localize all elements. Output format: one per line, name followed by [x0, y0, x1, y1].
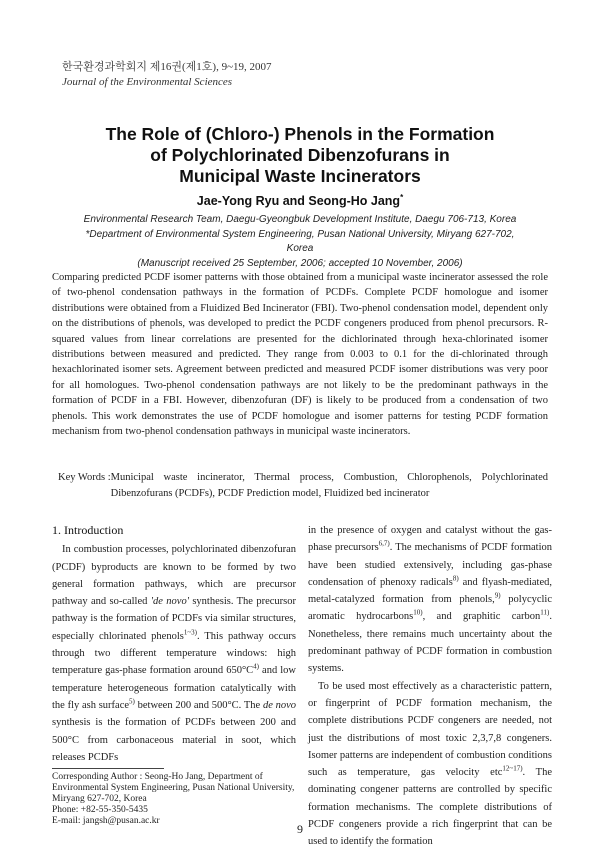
author-names: Jae-Yong Ryu and Seong-Ho Jang	[196, 194, 401, 208]
paper-title	[60, 124, 540, 187]
citation-ref: 1~3)	[183, 628, 197, 637]
section-heading: 1. Introduction	[52, 523, 124, 537]
keywords-text: Municipal waste incinerator, Thermal process, Combustion, Chlorophenols, Polychlorinated Dibenzofurans (PCDFs), PCDF Prediction model, Fluidized bed incinerator	[110, 472, 548, 499]
affiliations	[80, 213, 520, 271]
abstract: Comparing predicted PCDF isomer patterns with those obtained from a municipal waste incinerator assessed the role of two-phenol condensation pathways in the formation of PCDFs. Complete PCDF homologue and isomer distributions were obtained from a Fluidized Bed Incinerator (FBI). Two-phenol condensation model, dependent only on the distributions of phenols, was developed to predict the PCDF congeners produced from phenol precursors. R-squared values from linear correlations are presented for the dichlorinated through hexa-chlorinated isomer distributions between measured and predicted. They range from 0.003 to 0.1 for the di-chlorinated through hexachlorinated isomer sets. Agreement between predicted and measured PCDF isomer distributions was very poor for all homologues. Two-phenol condensation pathways are not likely to be the predominant pathways in the formation of PCDF in a FBI. However, dibenzofuran (DF) is likely to be produced from a condensation of two phenols. This work demonstrates the use of PCDF homologue and isomer patterns for testing PCDF formation mechanism from two-phenol condensation pathways in municipal waste incinerators.	[52, 272, 548, 438]
email: E-mail: jangsh@pusan.ac.kr	[52, 816, 160, 826]
citation-ref: 4)	[253, 662, 260, 671]
phone: Phone: +82-55-350-5435	[52, 805, 148, 815]
correspondence-note	[52, 772, 296, 827]
intro-paragraph-1: In combustion processes, polychlorinated dibenzofuran (PCDF) byproducts are known to be formed by two general formation pathways, which are precursor pathway and so-called 'de novo' synthesis. The precursor pathway is the formation of PCDFs via similar structures, especially chlorinated phenols$^{1\sim 3)}$. This pathway occurs through two different temperature windows: high temperature gas-phase formation around $650^\circ C^{4)}$ and low temperature heterogeneous formation catalytically with the fly ash surface$^{5)}$ between 200 and 500°C. The de novo synthesis is the formation of PCDFs between 200 and 500°C from carbonaceous material in soot, which releases PCDFs	[52, 544, 296, 763]
journal-header	[62, 60, 272, 90]
citation-ref: 11)	[540, 608, 550, 617]
citation-ref: 5)	[129, 697, 135, 706]
citation-ref: 6,7)	[378, 539, 390, 548]
intro-paragraph-2: To be used most effectively as a characteristic pattern, or fingerprint of PCDF formation mechanism, the complete distributions PCDF congeners are needed, not just the distributions of most toxic 2,3,7,8 congeners. Isomer patterns are independent of combustion conditions such as temperature, gas velocity etc$^{12\sim 17)}$. The dominating congener patterns are controlled by specific formation mechanisms. The complete distributions of PCDF congeners provide a rich fingerprint that can be used to identify the formation	[308, 680, 553, 848]
corresponding-author: Corresponding Author : Seong-Ho Jang, Department of Environmental System Engineering, Pusan National University, Miryang 627-702, Korea	[52, 772, 295, 804]
citation-ref: 10)	[413, 608, 423, 617]
keywords-label: Key Words :	[58, 472, 111, 483]
journal-citation: 한국환경과학회지 제16권(제1호), 9~19, 2007	[62, 61, 272, 73]
citation-ref: 9)	[494, 591, 501, 600]
title-line-3: Municipal Waste Incinerators	[179, 166, 421, 186]
affiliation-1: Environmental Research Team, Daegu-Gyeongbuk Development Institute, Daegu 706-713, Korea	[83, 214, 517, 225]
affiliation-2: *Department of Environmental System Engineering, Pusan National University, Miryang 627-702, Korea	[85, 228, 515, 254]
keywords	[52, 470, 548, 501]
title-line-2: of Polychlorinated Dibenzofurans in	[150, 145, 450, 165]
title-line-1: The Role of (Chloro-) Phenols in the Formation	[105, 124, 495, 144]
author-list	[60, 194, 540, 208]
intro-paragraph-1-cont: in the presence of oxygen and catalyst without the gas-phase precursors$^{6,7)}$. The mechanisms of PCDF formation have been studied extensively, including gas-phase condensation of phenoxy radicals$^{8)}$ and flyash-mediated, metal-catalyzed formation from phenols,$^{9)}$ polycyclic aromatic hydrocarbons$^{10)}$, and graphitic carbon$^{11)}$. Nonetheless, there remains much uncertainty about the predominant pathway of PCDF formation in combustion systems.	[308, 525, 553, 675]
author-mark: *	[400, 192, 404, 202]
page-number: 9	[297, 822, 303, 836]
column-right	[308, 522, 552, 851]
footnote-divider	[52, 768, 164, 769]
citation-ref: 12~17)	[502, 764, 523, 773]
manuscript-dates: (Manuscript received 25 September, 2006; accepted 10 November, 2006)	[137, 257, 463, 269]
column-left	[52, 522, 296, 766]
journal-name: Journal of the Environmental Sciences	[62, 76, 233, 88]
citation-ref: 8)	[452, 574, 459, 583]
